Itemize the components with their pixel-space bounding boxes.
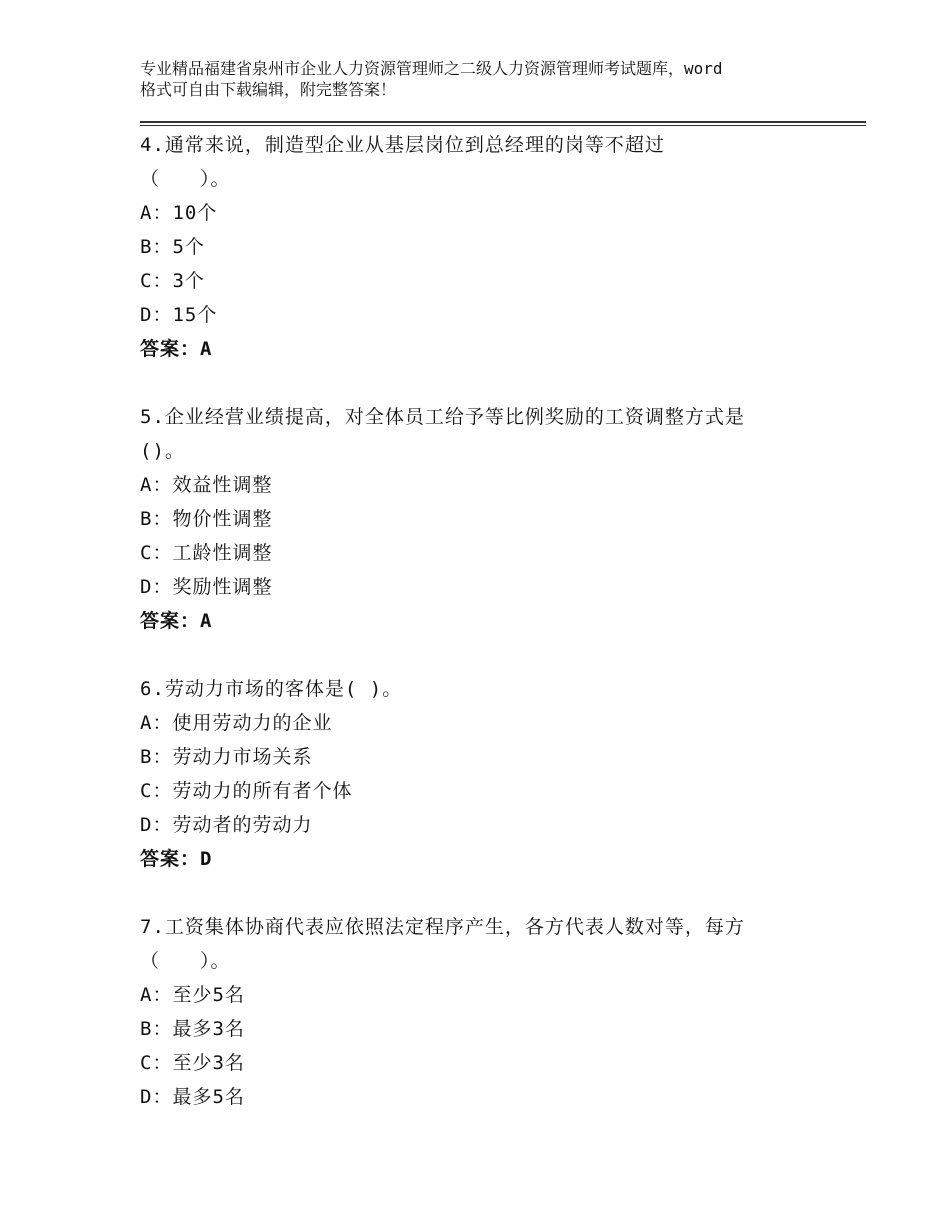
question-5 <box>140 400 866 638</box>
option-b: B：劳动力市场关系 <box>140 746 313 768</box>
option-d: D：劳动者的劳动力 <box>140 814 313 836</box>
question-6 <box>140 672 866 876</box>
option-b: B：物价性调整 <box>140 508 273 530</box>
header-divider-thin <box>140 125 866 126</box>
question-stem-blank: ()。 <box>140 440 185 462</box>
question-stem: 5.企业经营业绩提高，对全体员工给予等比例奖励的工资调整方式是 <box>140 406 745 428</box>
option-a: A：10个 <box>140 202 218 224</box>
answer-label: 答案：A <box>140 338 213 360</box>
option-a: A：使用劳动力的企业 <box>140 712 333 734</box>
question-stem: 6.劳动力市场的客体是( )。 <box>140 678 403 700</box>
option-c: C：至少3名 <box>140 1052 245 1074</box>
option-c: C：工龄性调整 <box>140 542 273 564</box>
question-7 <box>140 910 866 1114</box>
option-d: D：最多5名 <box>140 1086 245 1108</box>
header-line-2: 格式可自由下载编辑，附完整答案！ <box>140 80 397 99</box>
option-a: A：效益性调整 <box>140 474 273 496</box>
option-a: A：至少5名 <box>140 984 245 1006</box>
document-header <box>140 58 840 100</box>
answer-label: 答案：A <box>140 610 213 632</box>
header-line-1: 专业精品福建省泉州市企业人力资源管理师之二级人力资源管理师考试题库，word <box>140 59 723 78</box>
option-d: D：15个 <box>140 304 218 326</box>
question-stem: 7.工资集体协商代表应依照法定程序产生，各方代表人数对等，每方 <box>140 916 745 938</box>
answer-label: 答案：D <box>140 848 213 870</box>
question-stem: 4.通常来说，制造型企业从基层岗位到总经理的岗等不超过 <box>140 134 665 156</box>
question-4 <box>140 128 866 366</box>
header-divider-thick <box>140 121 866 123</box>
option-c: C：3个 <box>140 270 205 292</box>
option-d: D：奖励性调整 <box>140 576 273 598</box>
option-c: C：劳动力的所有者个体 <box>140 780 353 802</box>
option-b: B：最多3名 <box>140 1018 245 1040</box>
question-stem-blank: （ ）。 <box>140 950 231 972</box>
option-b: B：5个 <box>140 236 205 258</box>
question-list <box>140 128 866 1148</box>
question-stem-blank: （ ）。 <box>140 168 231 190</box>
